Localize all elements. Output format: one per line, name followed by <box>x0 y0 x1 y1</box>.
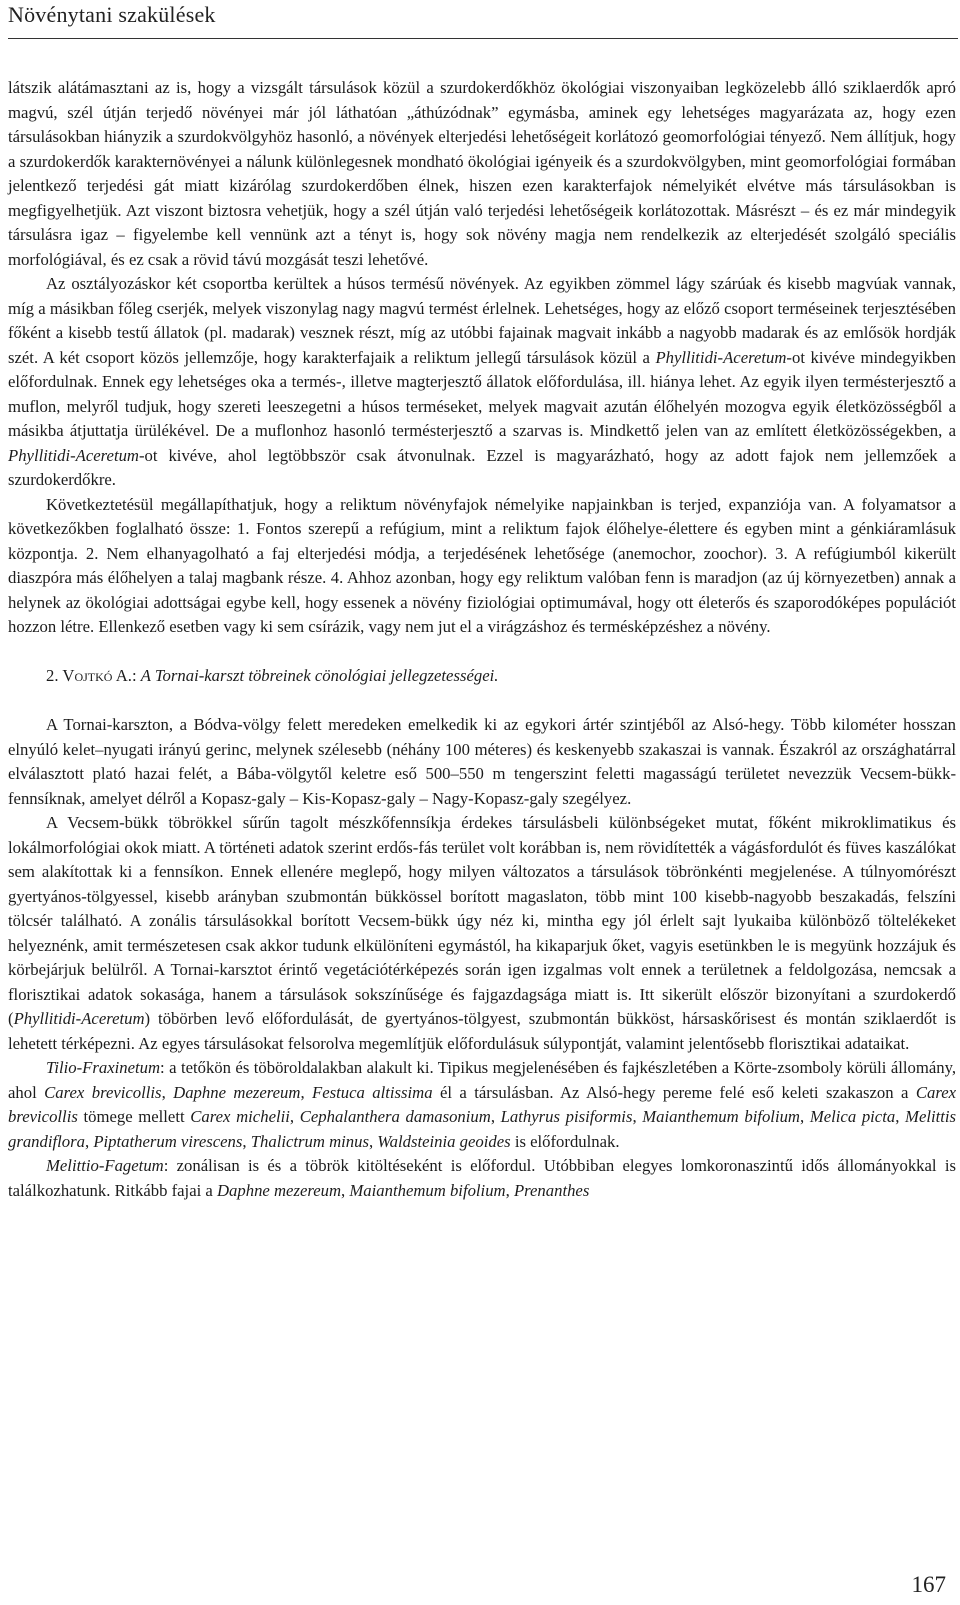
text-run: , <box>368 1131 378 1151</box>
taxon-name: Melittis grandiflora <box>8 1107 957 1151</box>
text-run: : a tetőkön és töböroldalakban alakult ki. Tipikus megjelenésében és fajkészletében a Körte-zsomboly körüli állomány, ahol <box>8 1058 956 1102</box>
section-heading <box>8 664 956 689</box>
text-run: , <box>490 1107 501 1126</box>
text-run: , <box>300 1082 313 1102</box>
taxon-name: Daphne mezereum <box>217 1180 342 1200</box>
text-run: él a társulásban. Az Alsó-hegy pereme felé eső keleti szakaszon a <box>432 1082 916 1102</box>
taxon-name: Phyllitidi-Aceretum <box>13 1009 145 1028</box>
text-run: Az osztályozáskor két csoportba kerültek a húsos termésű növények. Az egyikben zömmel lágy szárúak és kisebb magvúak vannak, míg a másikban főleg cserjék, melyek viszonylag nagy magvú termést érlelnek. Lehetséges, hogy az előző csoport terméseinek terjesztésében főként a kisebb testű állatok (pl. madarak) vesznek részt, míg az utóbbi fajainak magvait inkább a nagyobb madarak és az emlősök hordják szét. A két csoport közös jellemzője, hogy karakterfajaik a reliktum jellegű társulások közül a <box>8 274 956 367</box>
text-run: , <box>84 1131 94 1151</box>
taxon-name: Cephalanthera damasonium <box>299 1107 491 1126</box>
taxon-name: Thalictrum minus <box>250 1131 369 1151</box>
text-run: -ot kivéve, ahol legtöbbször csak átvonulnak. Ezzel is magyarázható, hogy az adott fajok nem jellemzőek a szurdokerdőkre. <box>8 445 956 489</box>
text-run: , <box>632 1107 643 1126</box>
paragraph <box>8 713 956 811</box>
taxon-name: Carex brevicollis <box>44 1082 162 1102</box>
text-run: Következtetésül megállapíthatjuk, hogy a reliktum növényfajok némelyike napjainkban is terjed, expanziója van. A folyamatsor a következőkben foglalható össze: 1. Fontos szerepű a refúgium, mint a reliktum fajok élőhelye-élettere és egyben mint a génkiáramlásuk központja. 2. Nem elhanyagolható a faj elterjedési módja, a terjedésének lehetősége (anemochor, zoochor). 3. A refúgiumból kikerült diaszpóra más élőhelyen a talaj magbank része. 4. Ahhoz azonban, hogy egy reliktum valóban fenn is maradjon (az új környezetben) annak a helynek az ökológiai adottságai egybe kell, hogy essenek a növény fiziológiai optimumával, hogy ott életerős és szaporodóképes populációt hozzon létre. Ellenkező esetben vagy ki sem csírázik, vagy nem jut el a virágzáshoz és termésképzéshez a növény. <box>8 494 956 636</box>
paragraph <box>8 76 956 272</box>
text-run: , <box>289 1107 300 1126</box>
section-author: Vojtkó A.: <box>62 665 137 685</box>
running-header <box>8 0 958 39</box>
text-run: , <box>505 1180 514 1200</box>
paragraph <box>8 272 956 493</box>
paragraph <box>8 1154 956 1203</box>
text-run: -ot kivéve mindegyikben előfordulnak. Ennek egy lehetséges oka a termés-, illetve magterjesztő állatok előfordulása, ill. hiánya lehet. Az egyik ilyen termésterjesztő a muflon, melyről tudjuk, hogy szereti leeszegetni a húsos terméseket, melyek magvait azután élőhelyén mozogva egyik életközösségből a másikba átjuttatja ürülékével. De a muflonhoz hasonló termésterjesztő a szarvas is. Mindkettő jelen van az említett életközösségekben, a <box>8 347 956 440</box>
text-run: látszik alátámasztani az is, hogy a vizsgált társulások közül a szurdokerdőkhöz ökológiai viszonyaiban legközelebb álló sziklaerdők apró magvú, szél útján terjedő növényei már jól láthatóan „áthúzódnak” egymásba, aminek egy lehetséges magyarázata az, hogy ezen társulásokban hiányzik a szurdokvölgyhöz hasonló, a növények elterjedési lehetőségeit korlátozó geomorfológiai tényező. Nem állítjuk, hogy a szurdokerdők karakternövényei a nálunk különlegesnek mondható ökológiai igényeik és a szurdokvölgyben, mint geomorfológiai formában jelentkező terjedési gát miatt kizárólag szurdokerdőben élnek, hiszen ezen karakterfajok némelyikét elvétve más társulásokban is megfigyelhetjük. Azt viszont biztosra vehetjük, hogy a szél útján való terjedési lehetőségeik korlátozottak. Másrészt – és ez már mindegyik társulásra igaz – figyelembe kell vennünk azt a tényt is, hogy sok növény magja nem rendelkezik az elterjedését szolgáló speciális morfológiával, és ez csak a rövid távú mozgását teszi lehetővé. <box>8 78 956 269</box>
taxon-name: Daphne mezereum <box>173 1082 301 1102</box>
text-run: , <box>161 1082 174 1102</box>
text-run: tömege mellett <box>77 1107 191 1126</box>
paragraph <box>8 1056 956 1154</box>
article-body <box>8 76 956 1203</box>
section-title: A Tornai-karszt töbreinek cönológiai jellegzetességei. <box>140 665 499 685</box>
paragraph <box>8 811 956 1056</box>
paragraph <box>8 493 956 640</box>
taxon-name: Melica picta <box>809 1107 896 1126</box>
taxon-name: Phyllitidi-Aceretum <box>8 445 139 465</box>
taxon-name: Waldsteinia geoides <box>377 1131 511 1151</box>
text-run: , <box>895 1107 906 1126</box>
taxon-name: Phyllitidi-Aceretum <box>655 347 787 367</box>
taxon-name: Festuca altissima <box>312 1082 433 1102</box>
text-run: , <box>341 1180 350 1200</box>
taxon-name: Carex brevicollis <box>8 1082 957 1126</box>
text-run: , <box>242 1131 251 1151</box>
text-run: , <box>799 1107 810 1126</box>
taxon-name: Prenanthes <box>513 1180 590 1200</box>
text-run: ) töbörben levő előfordulását, de gyertyános-tölgyest, szubmontán bükköst, hársaskőrisest és montán sziklaerdőt is lehetett térképezni. Az egyes társulásokat felsorolva megemlítjük előfordulásuk súlypontját, valamint jelentősebb florisztikai adataikat. <box>8 1009 956 1053</box>
section-number: 2. <box>46 665 59 685</box>
text-run: is előfordulnak. <box>510 1131 620 1151</box>
text-run: A Tornai-karszton, a Bódva-völgy felett meredeken emelkedik ki az egykori ártér szintjéből az Alsó-hegy. Több kilométer hosszan elnyúló kelet–nyugati irányú gerinc, melynek szélesebb (néhány 100 méteres) és keskenyebb szakaszai is vannak. Északról az országhatárral elválasztott plató hazai felét, a Bába-völgytől keletre eső 500–550 m tengerszint feletti magasságú területet nevezzük Vecsem-bükk-fennsíknak, amelyet délről a Kopasz-galy – Kis-Kopasz-galy – Nagy-Kopasz-galy szegélyez. <box>8 715 956 808</box>
running-header-title: Növénytani szakülések <box>8 2 216 27</box>
taxon-name: Carex michelii <box>190 1107 290 1126</box>
taxon-name: Maianthemum bifolium <box>642 1107 800 1126</box>
page-number: 167 <box>911 1572 946 1597</box>
taxon-name: Lathyrus pisiformis <box>500 1107 633 1126</box>
taxon-name: Tilio-Fraxinetum <box>46 1058 161 1077</box>
text-run: : zonálisan is és a töbrök kitöltéseként is előfordul. Utóbbiban elegyes lomkoronaszintű idős állományokkal is találkozhatunk. Ritkább fajai a <box>8 1156 956 1200</box>
text-run: A Vecsem-bükk töbrökkel sűrűn tagolt mészkőfennsíkja érdekes társulásbeli különbségeket mutat, főként mikroklimatikus és lokálmorfológiai okok miatt. A történeti adatok szerint erdős-fás terület volt korábban is, nem rövidítették a vágásfordulót és füves kaszálókat sem alakítottak ki a fennsíkon. Ennek ellenére meglepő, hogy milyen változatos a társulások töbrönkénti megjelenése. A túlnyomórészt gyertyános-tölgyessel, kisebb arányban szubmontán bükkössel borított magaslaton, több mint 100 kisebb-nagyobb beszakadás, felszíni tölcsér található. A zonális társulásokkal borított Vecsem-bükk úgy néz ki, mintha egy jól érlelt sajt lyukaiba különböző töltelékeket helyeznénk, amit természetesen csak akkor tudunk elkülöníteni egymástól, ha kikaparjuk őket, vagyis esetünkben le is megyünk hozzájuk és körbejárjuk belülről. A Tornai-karsztot érintő vegetációtérképezés során igen izgalmas volt ennek a területnek a feldolgozása, nemcsak a florisztikai adatok sokasága, hanem a társulások sokszínűsége és fajgazdagsága miatt is. Itt sikerült először bizonyítani a szurdokerdő ( <box>8 813 956 1028</box>
taxon-name: Melittio-Fagetum <box>46 1156 164 1175</box>
taxon-name: Piptatherum virescens <box>93 1131 243 1151</box>
taxon-name: Maianthemum bifolium <box>349 1180 506 1200</box>
